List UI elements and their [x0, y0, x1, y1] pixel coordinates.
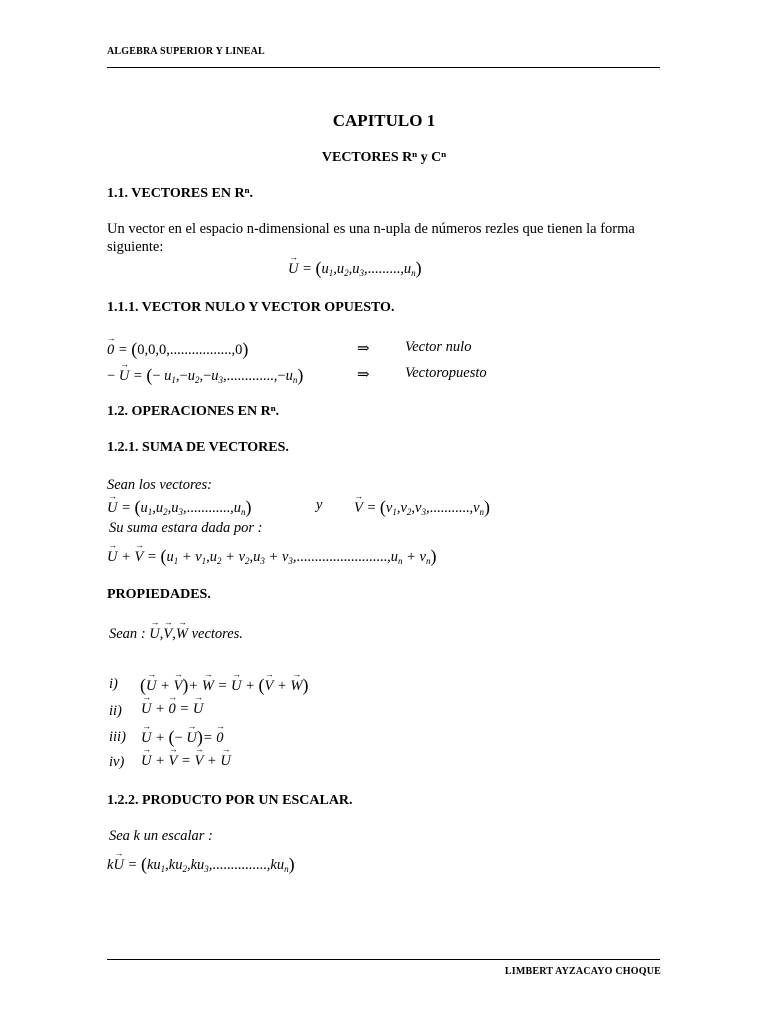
header-title: ALGEBRA SUPERIOR Y LINEAL: [107, 46, 265, 57]
sean-uvw-line: Sean : → U,→ V,→ W vectores.: [109, 626, 243, 643]
property-ii-formula: → U + → 0 = → U: [141, 701, 203, 718]
vectores-suffix: vectores.: [191, 626, 243, 642]
footer-author: LIMBERT AYZACAYO CHOQUE: [504, 966, 661, 977]
formula-opposite-vector: − → U = (− $u_1,-u_2,-u_3,.............,-u_n$): [107, 365, 303, 386]
section-1-2-1-heading: 1.2.1. SUMA DE VECTORES.: [107, 440, 289, 455]
formula-null-vector: → 0 = (0,0,0,.................,0): [107, 339, 248, 360]
property-iii-formula: → U + (− → U)= → 0: [141, 727, 224, 748]
property-label-i: i): [109, 676, 118, 692]
su-suma-estara: Su suma estara dada por :: [109, 520, 263, 536]
chapter-subtitle: VECTORES Rⁿ y Cⁿ: [321, 150, 447, 165]
conjunction-y: y: [316, 497, 323, 513]
footer-rule: [107, 959, 660, 960]
sea-k-escalar: Sea k un escalar :: [109, 828, 213, 844]
property-i-formula: (→ U + → V)+ → W = → U + (→ V + → W): [140, 675, 308, 696]
label-vector-nulo: Vector nulo: [405, 339, 472, 355]
formula-vector-u: → $U = (u_1,u_2,u_3,.........,u_n)$: [288, 258, 422, 279]
formula-scalar-product: $k\to U = (ku_1,ku_2,ku_3,...............,ku_n)$: [107, 854, 295, 875]
sean-prefix: Sean: [109, 626, 138, 642]
formula-u-vector: → $U = (u_1,u_2,u_3,............,u_n)$: [107, 497, 252, 518]
formula-vector-sum: → U + → $V = (u_1 + v_1,u_2 + v_2,u_3 + v_3,.........................,u_n + v_n)$: [107, 546, 437, 567]
section-1-2-2-heading: 1.2.2. PRODUCTO POR UN ESCALAR.: [107, 793, 353, 808]
header-rule: [107, 67, 660, 68]
property-iv-formula: → U + → V = → V + → U: [141, 753, 231, 770]
intro-paragraph: Un vector en el espacio n-dimensional es una n-upla de números rezles que tienen la forma siguiente:: [107, 221, 635, 255]
label-vector-opuesto: Vectoropuesto: [405, 365, 487, 381]
sean-los-vectores: Sean los vectores:: [107, 477, 212, 493]
implies-arrow-2: ⇒: [357, 367, 370, 383]
property-label-iv: iv): [109, 754, 125, 770]
property-label-ii: ii): [109, 703, 122, 719]
section-1-1-heading: 1.1. VECTORES EN Rⁿ.: [107, 186, 253, 201]
section-1-2-heading: 1.2. OPERACIONES EN Rⁿ.: [107, 404, 280, 419]
formula-v-vector: → $V = (v_1,v_2,v_3,...........,v_n)$: [354, 497, 490, 518]
chapter-title: CAPITULO 1: [332, 111, 436, 130]
implies-arrow-1: ⇒: [357, 341, 370, 357]
property-label-iii: iii): [109, 729, 126, 745]
section-1-1-1-heading: 1.1.1. VECTOR NULO Y VECTOR OPUESTO.: [107, 300, 395, 315]
propiedades-heading: PROPIEDADES.: [107, 587, 211, 602]
